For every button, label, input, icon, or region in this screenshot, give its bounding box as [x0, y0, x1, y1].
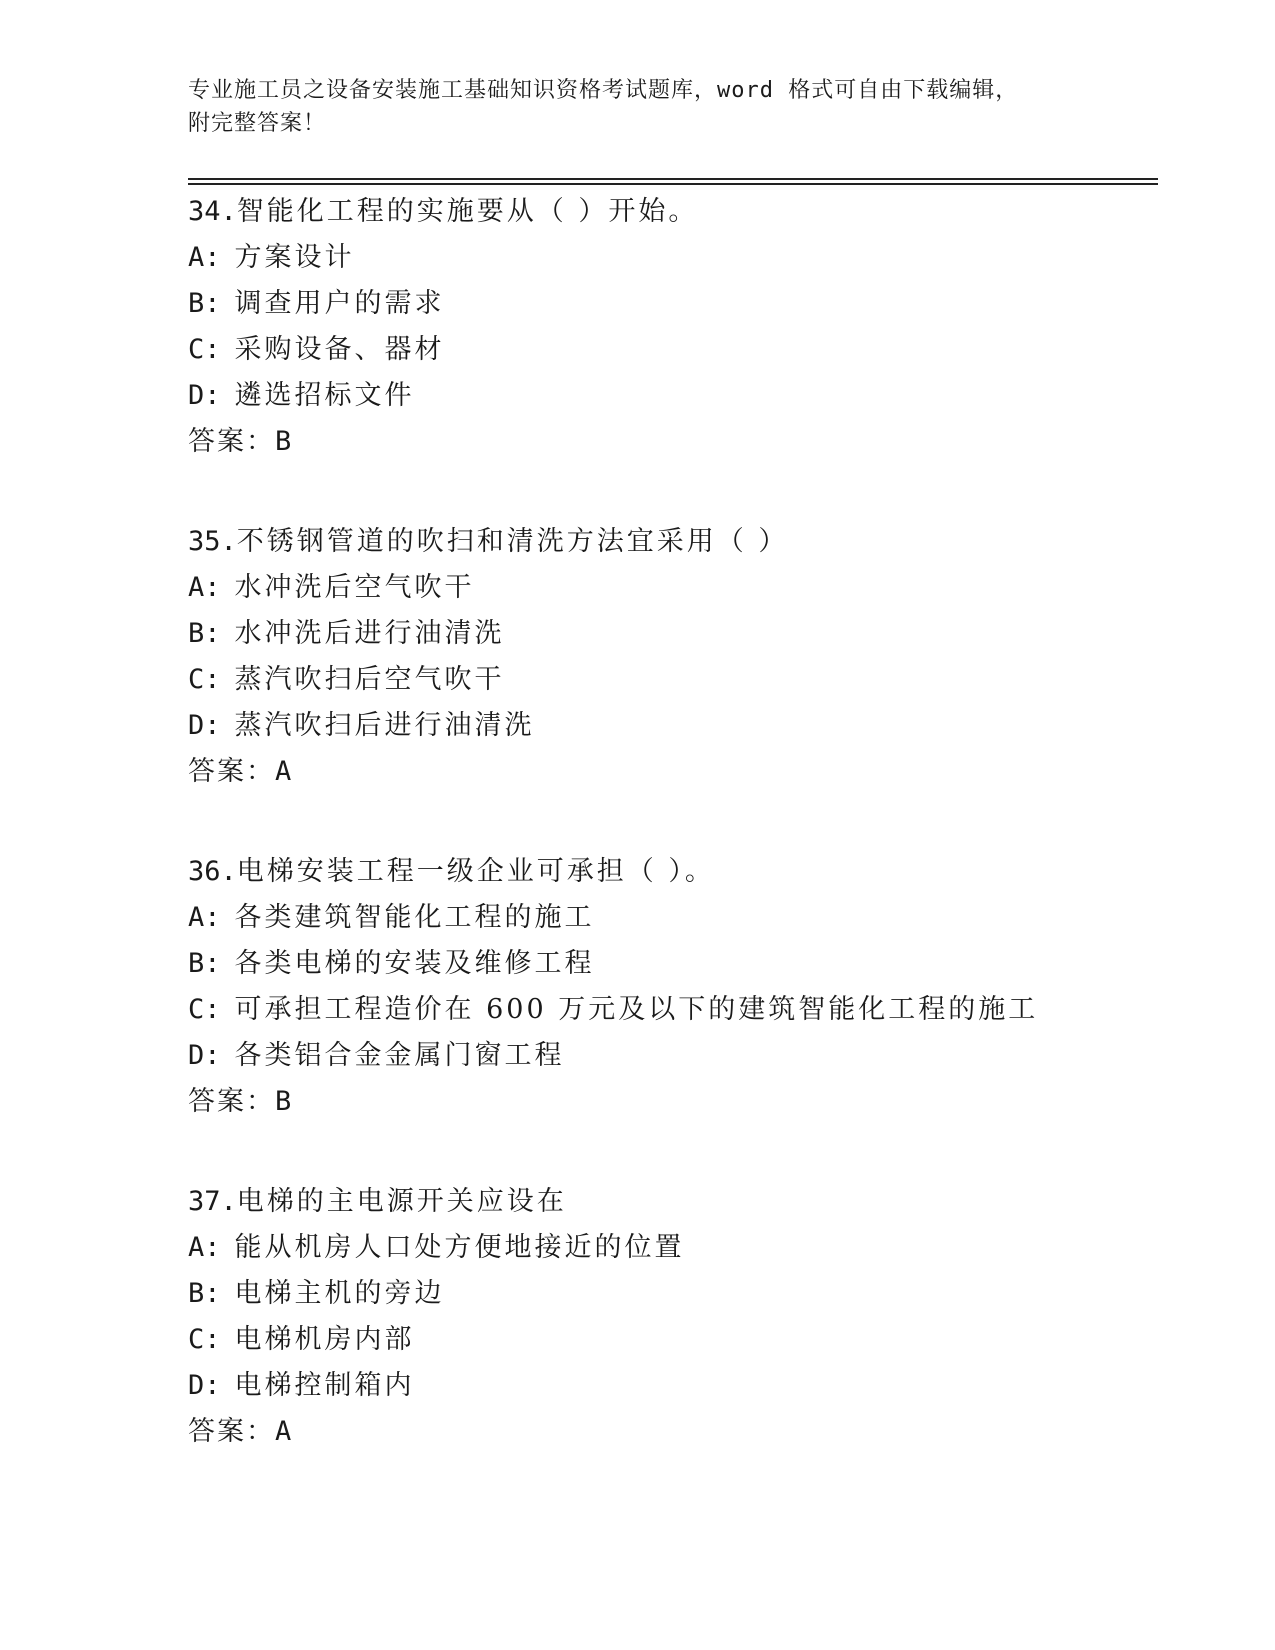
option-letter: C: [188, 334, 221, 365]
option-text: 各类建筑智能化工程的施工 [234, 902, 595, 933]
option-text: 各类铝合金金属门窗工程 [234, 1040, 565, 1071]
option-text: 各类电梯的安装及维修工程 [234, 948, 595, 979]
question-stem [188, 189, 1168, 235]
answer-value: B [275, 1086, 294, 1117]
option-a [188, 1225, 1168, 1271]
question-35 [188, 519, 1168, 795]
option-c [188, 657, 1168, 703]
option-letter: B: [188, 288, 221, 319]
option-a [188, 565, 1168, 611]
option-text: 蒸汽吹扫后进行油清洗 [234, 710, 535, 741]
answer-line [188, 1079, 1168, 1125]
question-text: 不锈钢管道的吹扫和清洗方法宜采用（ ） [236, 526, 789, 557]
option-text: 方案设计 [234, 242, 355, 273]
option-c [188, 1317, 1168, 1363]
question-36 [188, 849, 1168, 1125]
option-d [188, 1033, 1168, 1079]
option-b [188, 611, 1168, 657]
option-a [188, 895, 1168, 941]
question-text: 电梯的主电源开关应设在 [236, 1186, 567, 1217]
option-letter: D: [188, 1040, 221, 1071]
header-divider-top [188, 178, 1158, 180]
option-text: 水冲洗后空气吹干 [234, 572, 475, 603]
answer-line [188, 419, 1168, 465]
question-stem [188, 849, 1168, 895]
option-letter: A: [188, 902, 221, 933]
option-letter: A: [188, 242, 221, 273]
option-letter: A: [188, 572, 221, 603]
option-letter: C: [188, 994, 221, 1025]
option-b [188, 941, 1168, 987]
answer-label: 答案： [188, 1086, 275, 1117]
option-text: 电梯控制箱内 [234, 1370, 415, 1401]
option-letter: D: [188, 710, 221, 741]
option-d [188, 703, 1168, 749]
option-a [188, 235, 1168, 281]
answer-line [188, 749, 1168, 795]
question-number: 35. [188, 526, 237, 557]
option-text: 调查用户的需求 [234, 288, 445, 319]
option-text: 电梯主机的旁边 [234, 1278, 445, 1309]
option-text: 水冲洗后进行油清洗 [234, 618, 505, 649]
option-d [188, 1363, 1168, 1409]
answer-value: A [275, 1416, 294, 1447]
answer-label: 答案： [188, 426, 275, 457]
header-line-2: 附完整答案！ [188, 111, 327, 136]
question-text: 智能化工程的实施要从（ ）开始。 [236, 196, 699, 227]
answer-line [188, 1409, 1168, 1455]
document-header [188, 74, 1068, 140]
option-d [188, 373, 1168, 419]
option-c [188, 327, 1168, 373]
option-letter: B: [188, 948, 221, 979]
answer-value: B [275, 426, 294, 457]
option-text: 蒸汽吹扫后空气吹干 [234, 664, 505, 695]
question-list [188, 189, 1168, 1509]
option-b [188, 1271, 1168, 1317]
option-text: 电梯机房内部 [234, 1324, 415, 1355]
question-34 [188, 189, 1168, 465]
question-37 [188, 1179, 1168, 1455]
option-b [188, 281, 1168, 327]
option-text: 采购设备、器材 [234, 334, 445, 365]
option-text: 可承担工程造价在 600 万元及以下的建筑智能化工程的施工 [234, 994, 1039, 1025]
header-line-1: 专业施工员之设备安装施工基础知识资格考试题库，word 格式可自由下载编辑， [188, 78, 1019, 103]
question-number: 36. [188, 856, 237, 887]
option-text: 能从机房人口处方便地接近的位置 [234, 1232, 685, 1263]
option-text: 遴选招标文件 [234, 380, 415, 411]
answer-label: 答案： [188, 1416, 275, 1447]
option-letter: A: [188, 1232, 221, 1263]
question-number: 34. [188, 196, 237, 227]
answer-value: A [275, 756, 294, 787]
option-letter: D: [188, 380, 221, 411]
option-letter: C: [188, 664, 221, 695]
question-stem [188, 1179, 1168, 1225]
question-stem [188, 519, 1168, 565]
option-letter: D: [188, 1370, 221, 1401]
option-c [188, 987, 1168, 1033]
option-letter: B: [188, 1278, 221, 1309]
answer-label: 答案： [188, 756, 275, 787]
header-divider-bottom [188, 183, 1158, 185]
option-letter: B: [188, 618, 221, 649]
question-text: 电梯安装工程一级企业可承担（ ）。 [236, 856, 715, 887]
question-number: 37. [188, 1186, 237, 1217]
option-letter: C: [188, 1324, 221, 1355]
